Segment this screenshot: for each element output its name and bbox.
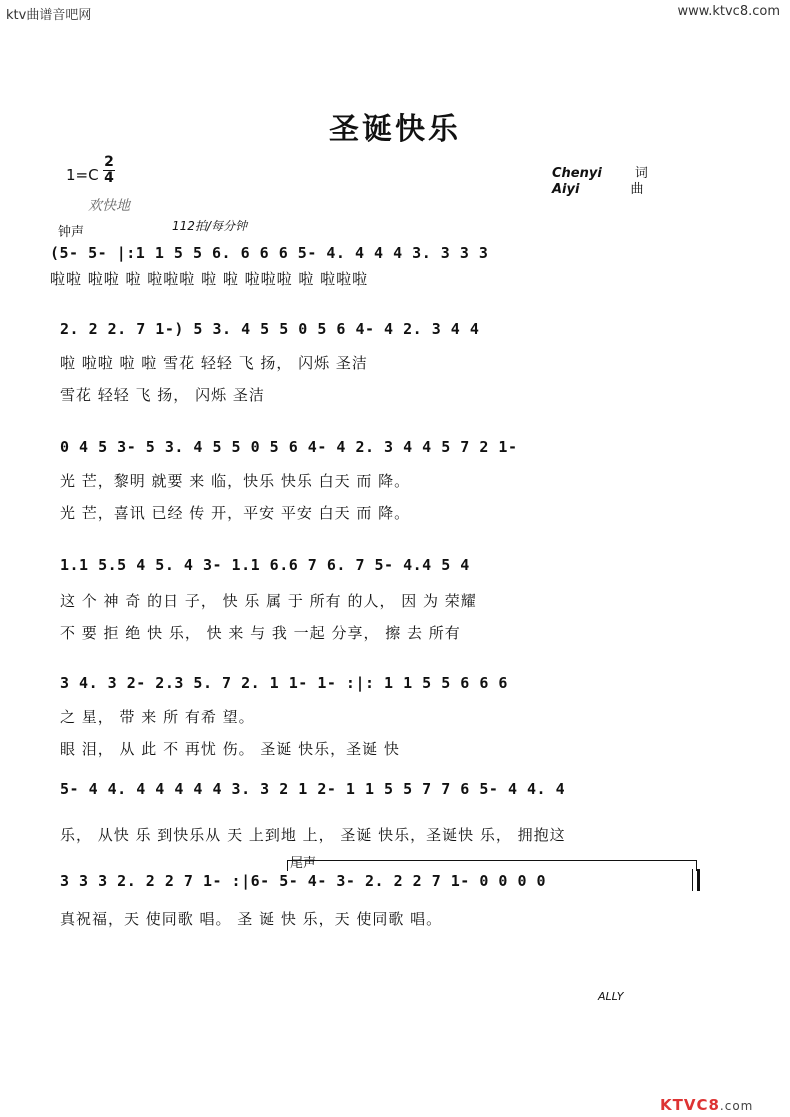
lyrics-row-2-verse-1: 啦 啦啦 啦 啦 雪花 轻轻 飞 扬， 闪烁 圣洁 (60, 354, 368, 372)
notation-row-2: 2. 2 2. 7 1-) 5 3. 4 5 5 0 5 6 4- 4 2. 3 4 4 (60, 320, 480, 338)
notation-row-1: (5- 5- |:1 1 5 5 6. 6 6 6 5- 4. 4 4 4 3. 3 3 3 (50, 244, 489, 262)
lyrics-row-2-verse-2: 雪花 轻轻 飞 扬， 闪烁 圣洁 (60, 386, 265, 404)
tempo-mark: 112拍/每分钟 (172, 219, 247, 233)
lyrics-row-4-verse-1: 这 个 神 奇 的日 子， 快 乐 属 于 所有 的人， 因 为 荣耀 (60, 592, 477, 610)
lyrics-row-3-verse-2: 光 芒，喜讯 已经 传 开，平安 平安 白天 而 降。 (60, 504, 411, 522)
site-watermark-left: ktv曲谱音吧网 (6, 8, 92, 23)
coda-bracket (287, 860, 697, 871)
composer-role: 曲 (630, 182, 644, 197)
coda-label: 尾声 (290, 856, 317, 871)
final-barline (692, 869, 700, 891)
site-logo-bottom (660, 1096, 753, 1114)
lyrics-row-1-verse-1: 啦啦 啦啦 啦 啦啦啦 啦 啦 啦啦啦 啦 啦啦啦 (50, 270, 369, 288)
expression-mark: 欢快地 (88, 198, 130, 214)
notation-row-7: 3 3 3 2. 2 2 7 1- :|6- 5- 4- 3- 2. 2 2 7 1- 0 0 0 0 (60, 872, 547, 890)
composer-name: Aiyi (552, 182, 580, 197)
lyrics-row-6-verse-1: 乐， 从快 乐 到快乐从 天 上到地 上， 圣诞 快乐，圣诞快 乐， 拥抱这 (60, 826, 566, 844)
key-signature: 1=C (66, 166, 99, 184)
lyricist-role: 词 (634, 166, 648, 181)
time-signature-top: 2 (104, 154, 114, 170)
arranger-signature: ALLY (598, 990, 624, 1003)
composer (552, 178, 644, 197)
lyrics-row-7-verse-1: 真祝福，天 使同歌 唱。 圣 诞 快 乐，天 使同歌 唱。 (60, 910, 443, 928)
notation-row-5: 3 4. 3 2- 2.3 5. 7 2. 1 1- 1- :|: 1 1 5 5 6 6 6 (60, 674, 508, 692)
song-title: 圣诞快乐 (329, 112, 461, 147)
time-signature (103, 155, 115, 186)
lyrics-row-3-verse-1: 光 芒，黎明 就要 来 临，快乐 快乐 白天 而 降。 (60, 472, 411, 490)
notation-row-3: 0 4 5 3- 5 3. 4 5 5 0 5 6 4- 4 2. 3 4 4 5 7 2 1- (60, 438, 518, 456)
site-logo-domain: .com (719, 1099, 754, 1113)
intro-label: 钟声 (58, 225, 85, 240)
notation-row-6: 5- 4 4. 4 4 4 4 4 3. 3 2 1 2- 1 1 5 5 7 7 6 5- 4 4. 4 (60, 780, 566, 798)
site-logo-brand: KTVC8 (660, 1096, 720, 1114)
notation-row-4: 1.1 5.5 4 5. 4 3- 1.1 6.6 7 6. 7 5- 4.4 5 4 (60, 556, 470, 574)
lyrics-row-5-verse-1: 之 星， 带 来 所 有希 望。 (60, 708, 255, 726)
lyrics-row-4-verse-2: 不 要 拒 绝 快 乐， 快 来 与 我 一起 分享， 擦 去 所有 (60, 624, 461, 642)
time-signature-bottom: 4 (104, 170, 114, 186)
lyrics-row-5-verse-2: 眼 泪， 从 此 不 再忧 伤。 圣诞 快乐，圣诞 快 (60, 740, 400, 758)
site-watermark-right: www.ktvc8.com (677, 4, 780, 19)
lyricist-name: Chenyi (552, 166, 602, 181)
